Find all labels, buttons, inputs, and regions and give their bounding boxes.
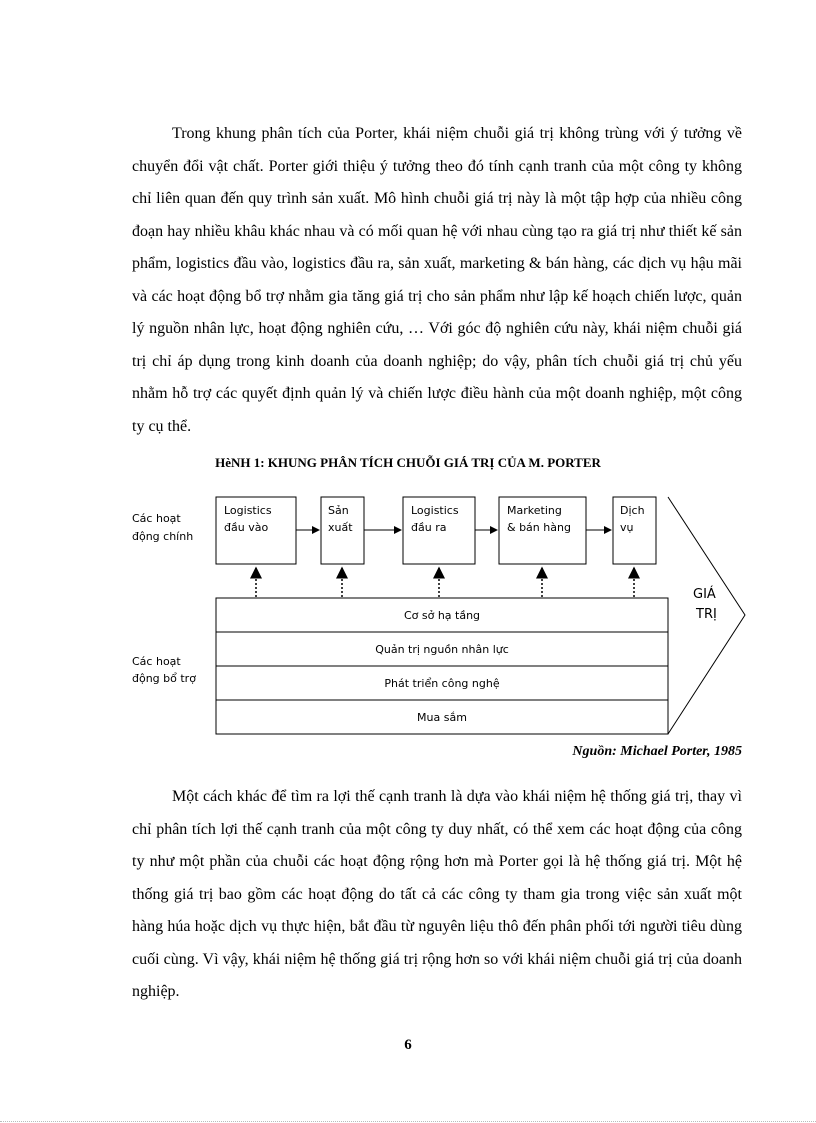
support-procurement: Mua sắm (417, 711, 467, 724)
figure-source: Nguồn: Michael Porter, 1985 (572, 744, 742, 759)
svg-text:Logistics: Logistics (411, 504, 459, 517)
support-infrastructure: Cơ sở hạ tầng (403, 609, 481, 622)
value-label-line1: GIÁ (693, 587, 716, 602)
support-activities-label-line1: Các hoạt (132, 655, 181, 668)
page-number: 6 (404, 1037, 412, 1053)
primary-activities-label-line1: Các hoạt (132, 512, 181, 525)
body-paragraph-2: Một cách khác để tìm ra lợi thế cạnh tranh là dựa vào khái niệm hệ thống giá trị, thay vì chỉ phân tích lợi thế cạnh tranh của một công ty duy nhất, có thể xem các hoạt động của công ty như một phần của chuỗi các hoạt động rộng hơn mà Porter gọi là hệ thống giá trị. Một hệ thống giá trị bao gồm các hoạt động do tất cả các công ty tham gia trong việc sản xuất một hàng húa hoặc dịch vụ thực hiện, bắt đầu từ nguyên liệu thô đến phân phối tới người tiêu dùng cuối cùng. Vì vậy, khái niệm hệ thống giá trị rộng hơn so với khái niệm chuỗi giá trị của doanh nghiệp. (132, 788, 742, 1000)
support-activities-table (216, 598, 668, 734)
primary-activities-label-line2: động chính (132, 530, 194, 543)
primary-activity-outbound-logistics (403, 497, 475, 564)
primary-activity-marketing-sales (499, 497, 586, 564)
primary-activity-inbound-logistics (216, 497, 296, 564)
body-paragraph-1: Trong khung phân tích của Porter, khái niệm chuỗi giá trị không trùng với ý tưởng về chuyển đổi vật chất. Porter giới thiệu ý tưởng theo đó tính cạnh tranh của một công ty không chỉ liên quan đến quy trình sản xuất. Mô hình chuỗi giá trị này là một tập hợp của nhiều công đoạn hay nhiều khâu khác nhau và có mối quan hệ với nhau cùng tạo ra giá trị như thiết kế sản phẩm, logistics đầu vào, logistics đầu ra, sản xuất, marketing & bán hàng, các dịch vụ hậu mãi và các hoạt động bổ trợ nhằm gia tăng giá trị cho sản phẩm như lập kế hoạch chiến lược, quản lý nguồn nhân lực, hoạt động nghiên cứu, … Với góc độ nghiên cứu này, khái niệm chuỗi giá trị chỉ áp dụng trong kinh doanh của doanh nghiệp; do vậy, phân tích chuỗi giá trị chủ yếu nhằm hỗ trợ các quyết định quản lý và chiến lược điều hành của một doanh nghiệp, một công ty cụ thể. (132, 125, 742, 435)
value-label-line2: TRỊ (696, 607, 717, 622)
support-technology-development: Phát triển công nghệ (384, 677, 500, 690)
support-hr-management: Quản trị nguồn nhân lực (375, 643, 509, 656)
support-arrows (256, 568, 634, 597)
svg-text:Sản: Sản (328, 504, 349, 517)
svg-text:đầu vào: đầu vào (224, 521, 269, 534)
page-bottom-rule (0, 1121, 816, 1122)
primary-activity-operations (321, 497, 364, 564)
figure-caption: HèNH 1: KHUNG PHÂN TÍCH CHUỖI GIÁ TRỊ CỦA M. PORTER (215, 455, 601, 470)
support-activities-label-line2: động bổ trợ (132, 672, 196, 685)
primary-activity-service (613, 497, 656, 564)
svg-text:đầu ra: đầu ra (411, 521, 447, 534)
svg-text:Marketing: Marketing (507, 504, 562, 517)
svg-text:xuất: xuất (328, 521, 353, 534)
svg-text:Dịch: Dịch (620, 504, 645, 517)
svg-text:Logistics: Logistics (224, 504, 272, 517)
svg-text:& bán hàng: & bán hàng (507, 521, 571, 534)
svg-text:vụ: vụ (620, 521, 634, 534)
